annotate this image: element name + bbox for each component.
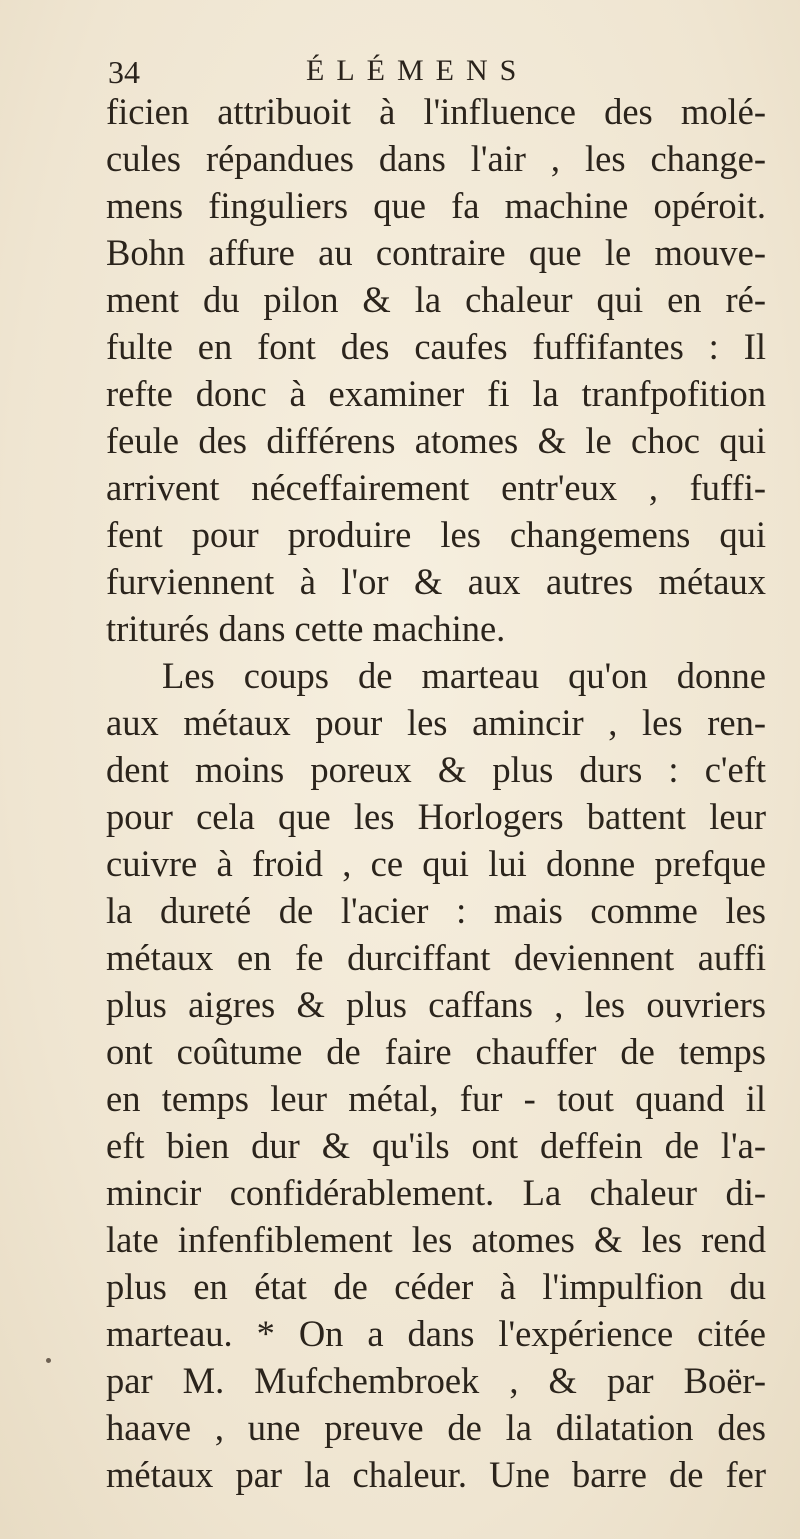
text-line: aux métaux pour les amincir , les ren- (106, 702, 766, 743)
text-line: feule des différens atomes & le choc qui (106, 420, 766, 461)
text-line: dent moins poreux & plus durs : c'eft (106, 749, 766, 790)
text-line: en temps leur métal, fur - tout quand il (106, 1078, 766, 1119)
text-line: arrivent néceffairement entr'eux , fuffi- (106, 467, 766, 508)
text-line: fulte en font des caufes fuffifantes : Il (106, 326, 766, 367)
text-line: Bohn affure au contraire que le mouve- (106, 232, 766, 273)
text-line: plus en état de céder à l'impulfion du (106, 1266, 766, 1307)
text-line: ont coûtume de faire chauffer de temps (106, 1031, 766, 1072)
text-line: haave , une preuve de la dilatation des (106, 1407, 766, 1448)
text-line: mens finguliers que fa machine opéroit. (106, 185, 766, 226)
text-line: late infenfiblement les atomes & les rend (106, 1219, 766, 1260)
text-line: refte donc à examiner fi la tranfpofition (106, 373, 766, 414)
text-line: métaux par la chaleur. Une barre de fer (106, 1454, 766, 1495)
text-line: métaux en fe durciffant deviennent auffi (106, 937, 766, 978)
page-header (108, 44, 748, 94)
text-line: fent pour produire les changemens qui (106, 514, 766, 555)
body-text (106, 88, 766, 1498)
paragraph-end-line: triturés dans cette machine. (106, 608, 506, 649)
text-line: pour cela que les Horlogers battent leur (106, 796, 766, 837)
text-line: furviennent à l'or & aux autres métaux (106, 561, 766, 602)
running-title: ÉLÉMENS (306, 54, 529, 87)
margin-ink-spot (46, 1358, 51, 1363)
text-line: ficien attribuoit à l'influence des molé- (106, 91, 766, 132)
text-line: par M. Mufchembroek , & par Boër- (106, 1360, 766, 1401)
text-line: plus aigres & plus caffans , les ouvriers (106, 984, 766, 1025)
text-line: cules répandues dans l'air , les change- (106, 138, 766, 179)
paragraph-start-line: Les coups de marteau qu'on donne (162, 655, 766, 696)
text-line: marteau. * On a dans l'expérience citée (106, 1313, 766, 1354)
text-line: la dureté de l'acier : mais comme les (106, 890, 766, 931)
page-number: 34 (108, 54, 140, 90)
text-line: mincir confidérablement. La chaleur di- (106, 1172, 766, 1213)
text-line: cuivre à froid , ce qui lui donne prefque (106, 843, 766, 884)
text-line: eft bien dur & qu'ils ont deffein de l'a- (106, 1125, 766, 1166)
text-line: ment du pilon & la chaleur qui en ré- (106, 279, 766, 320)
